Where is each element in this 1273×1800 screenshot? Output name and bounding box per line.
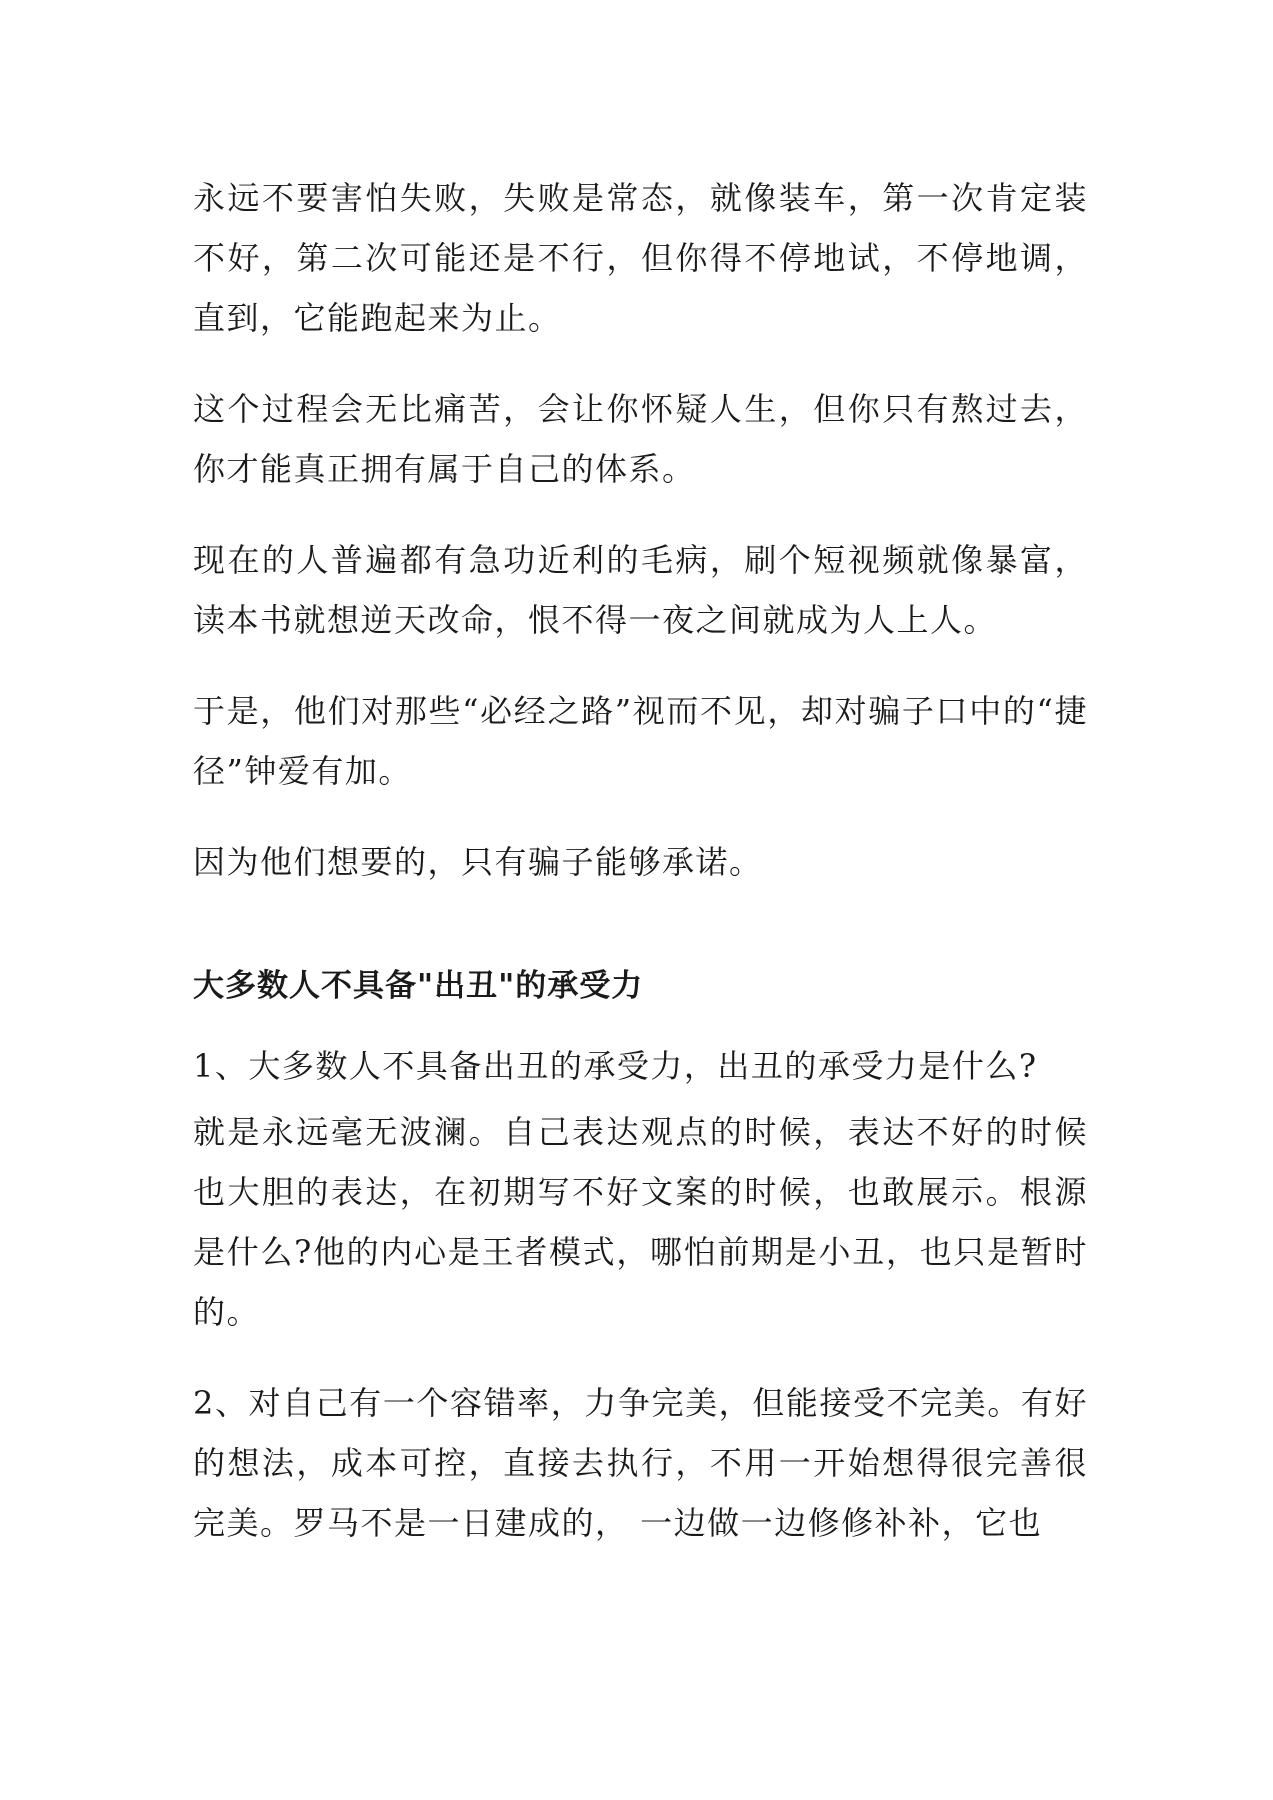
document-body <box>193 168 1088 1584</box>
paragraph-shortcut: 于是，他们对那些“必经之路”视而不见，却对骗子口中的“捷径”钟爱有加。 <box>193 692 1088 790</box>
paragraph-point-1-detail: 就是永远毫无波澜。自己表达观点的时候，表达不好的时候也大胆的表达，在初期写不好文案的时候，也敢展示。根源是什么?他的内心是王者模式，哪怕前期是小丑，也只是暂时的。 <box>193 1113 1088 1331</box>
section-heading: 大多数人不具备"出丑"的承受力 <box>193 968 644 1004</box>
paragraph-fear-of-failure: 永远不要害怕失败，失败是常态，就像装车，第一次肯定装不好，第二次可能还是不行，但你得不停地试，不停地调，直到，它能跑起来为止。 <box>193 179 1088 337</box>
paragraph-quick-success: 现在的人普遍都有急功近利的毛病，刷个短视频就像暴富，读本书就想逆天改命，恨不得一夜之间就成为人上人。 <box>193 541 1088 639</box>
paragraph-liars-promise: 因为他们想要的，只有骗子能够承诺。 <box>193 843 763 881</box>
paragraph-point-1: 1、大多数人不具备出丑的承受力，出丑的承受力是什么? <box>193 1047 1038 1085</box>
paragraph-painful-process: 这个过程会无比痛苦，会让你怀疑人生，但你只有熬过去，你才能真正拥有属于自己的体系。 <box>193 390 1088 488</box>
paragraph-point-2: 2、对自己有一个容错率，力争完美，但能接受不完美。有好的想法，成本可控，直接去执行，不用一开始想得很完善很完美。罗马不是一日建成的， 一边做一边修修补补，它也 <box>193 1384 1088 1542</box>
